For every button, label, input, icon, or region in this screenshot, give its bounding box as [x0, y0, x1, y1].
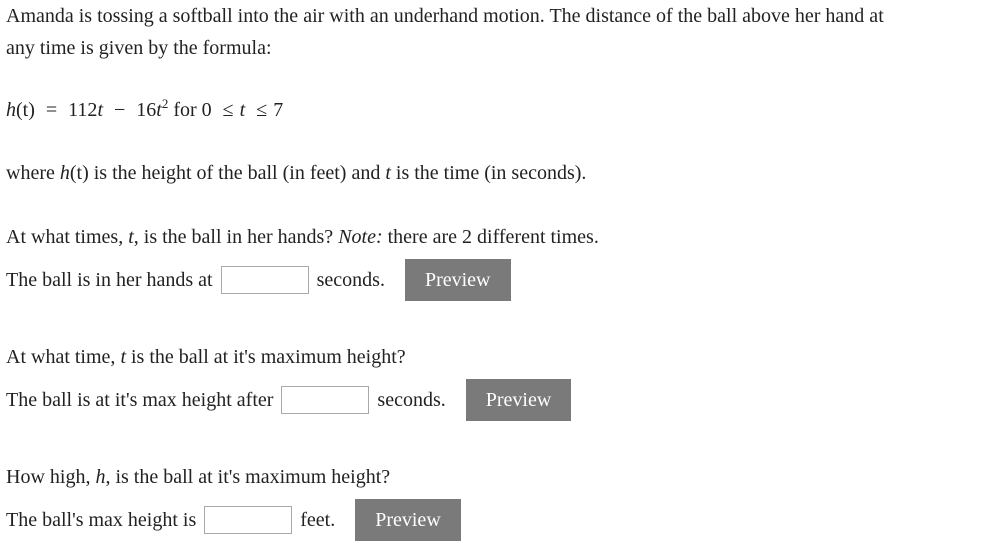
formula-domain-variable: t	[239, 99, 246, 121]
preview-button-3[interactable]: Preview	[355, 499, 461, 541]
question-1	[6, 225, 599, 249]
where-targ: (t)	[69, 162, 89, 184]
where-prefix: where	[6, 162, 55, 184]
answer-row-2	[6, 379, 571, 421]
q3-h: h	[95, 466, 106, 488]
formula-exponent: 2	[161, 96, 169, 111]
where-suffix: is the time (in seconds).	[395, 162, 587, 184]
answer-1-suffix: seconds.	[316, 268, 385, 291]
formula-variable-t: t	[97, 99, 103, 121]
formula-equals: =	[45, 99, 58, 121]
q1-note-label: Note:	[338, 226, 383, 248]
formula-coefficient-1: 112	[68, 99, 98, 121]
intro-line-2: any time is given by the formula:	[6, 37, 272, 59]
answer-3-prefix: The ball's max height is	[6, 508, 197, 531]
formula-function-name: h	[6, 99, 16, 121]
q1-t: t	[128, 226, 134, 248]
q2-t: t	[120, 346, 126, 368]
where-mid: is the height of the ball (in feet) and	[93, 162, 381, 184]
answer-row-3	[6, 499, 461, 541]
where-t: t	[385, 162, 391, 184]
formula-upper-bound: 7	[273, 99, 284, 121]
answer-3-suffix: feet.	[300, 508, 336, 531]
q3-prefix: How high,	[6, 466, 91, 488]
formula	[6, 98, 283, 124]
answer-1-prefix: The ball is in her hands at	[6, 268, 213, 291]
preview-button-1[interactable]: Preview	[405, 259, 511, 301]
formula-coefficient-2: 16	[136, 99, 157, 121]
formula-le-2: ≤	[256, 99, 268, 121]
answer-2-input[interactable]	[281, 386, 369, 414]
q3-suffix: , is the ball at it's maximum height?	[105, 466, 391, 488]
formula-variable-t-squared: t	[156, 99, 162, 121]
q2-prefix: At what time,	[6, 346, 116, 368]
intro-line-1: Amanda is tossing a softball into the air with an underhand motion. The distance of the ball above her hand at	[6, 5, 884, 27]
q1-mid: , is the ball in her hands?	[133, 226, 334, 248]
q1-prefix: At what times,	[6, 226, 124, 248]
where-sentence	[6, 161, 586, 185]
question-3	[6, 465, 390, 489]
formula-domain-text: for 0	[173, 99, 212, 121]
q2-suffix: is the ball at it's maximum height?	[131, 346, 406, 368]
answer-2-suffix: seconds.	[377, 388, 446, 411]
answer-3-input[interactable]	[204, 506, 292, 534]
formula-le-1: ≤	[222, 99, 234, 121]
formula-function-arg: (t)	[16, 99, 35, 121]
formula-minus: −	[114, 99, 126, 121]
q1-note-text: there are 2 different times.	[387, 226, 599, 248]
answer-1-input[interactable]	[221, 266, 309, 294]
answer-row-1	[6, 259, 511, 301]
answer-2-prefix: The ball is at it's max height after	[6, 388, 274, 411]
question-2	[6, 345, 406, 369]
where-h: h	[59, 162, 70, 184]
preview-button-2[interactable]: Preview	[466, 379, 572, 421]
